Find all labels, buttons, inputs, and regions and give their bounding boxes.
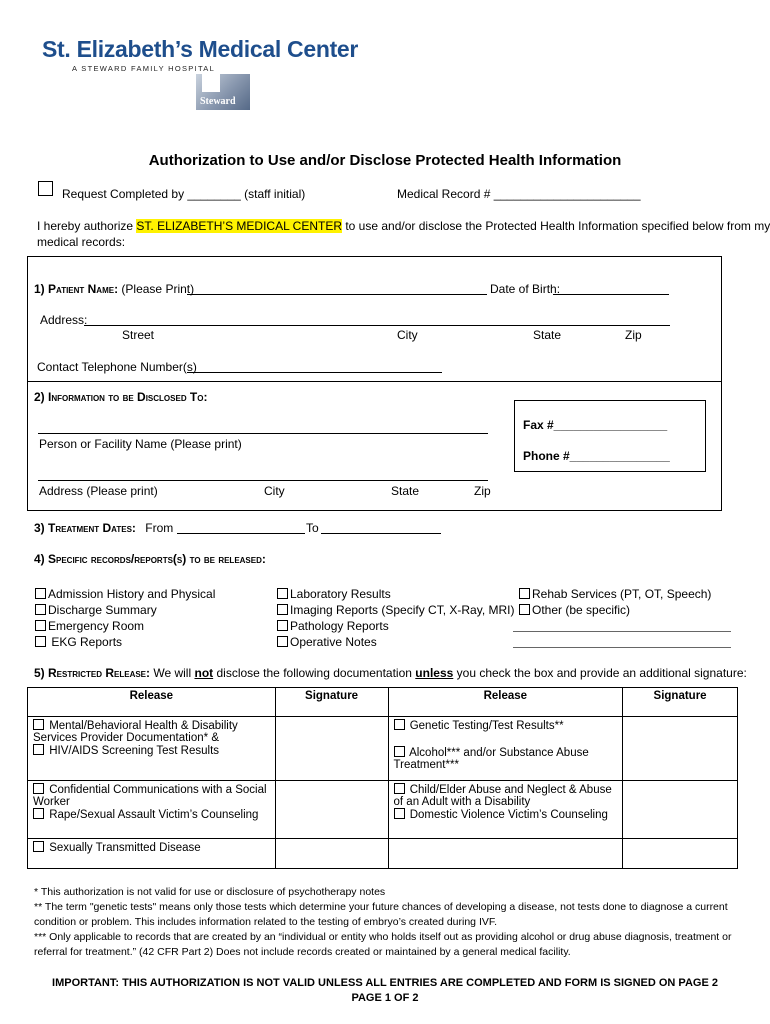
section-divider — [27, 381, 721, 382]
record-option[interactable]: Pathology Reports — [277, 618, 515, 634]
table-row — [28, 839, 738, 869]
release-option[interactable]: Mental/Behavioral Health & Disability Services Provider Documentation* & — [33, 720, 238, 744]
phone-field[interactable] — [187, 372, 442, 373]
other-specify-field-2[interactable] — [513, 647, 731, 648]
release-option[interactable]: Alcohol*** and/or Substance Abuse Treatment*** — [393, 747, 589, 771]
section1-label: 1) Patient Name: — [34, 282, 119, 296]
checkbox-icon[interactable] — [35, 636, 46, 647]
request-completed-checkbox[interactable] — [38, 181, 53, 196]
patient-name-field[interactable] — [187, 294, 487, 295]
dob-field[interactable] — [553, 294, 669, 295]
patient-address-field[interactable] — [84, 325, 670, 326]
recipient-address-field[interactable] — [38, 480, 488, 481]
record-option[interactable]: Other (be specific) — [519, 602, 711, 618]
not-emphasis: not — [194, 666, 214, 680]
signature-header: Signature — [275, 688, 388, 717]
release-header: Release — [28, 688, 276, 717]
recipient-state-label: State — [391, 484, 420, 498]
table-row — [28, 717, 738, 781]
signature-cell[interactable] — [275, 781, 388, 839]
signature-cell[interactable] — [623, 839, 738, 869]
checkbox-icon[interactable] — [394, 783, 405, 794]
section4-label: 4) Specific records/reports(s) to be released: — [34, 552, 266, 566]
record-option[interactable]: EKG Reports — [35, 634, 215, 650]
state-label: State — [533, 328, 562, 342]
footnote-1: * This authorization is not valid for use or disclosure of psychotherapy notes — [34, 886, 386, 898]
release-option[interactable]: Rape/Sexual Assault Victim’s Counseling — [33, 808, 270, 821]
zip-label: Zip — [625, 328, 642, 342]
table-header-row — [28, 688, 738, 717]
signature-header: Signature — [623, 688, 738, 717]
other-specify-field-1[interactable] — [513, 631, 731, 632]
address-label: Address: — [40, 313, 88, 327]
checkbox-icon[interactable] — [394, 808, 405, 819]
release-option[interactable]: Child/Elder Abuse and Neglect & Abuse of an Adult with a Disability — [393, 784, 612, 808]
record-option[interactable]: Operative Notes — [277, 634, 515, 650]
record-option[interactable]: Rehab Services (PT, OT, Speech) — [519, 586, 711, 602]
hospital-logo-subtitle: A STEWARD FAMILY HOSPITAL — [72, 64, 216, 73]
release-option[interactable]: Sexually Transmitted Disease — [33, 841, 270, 854]
page-number: PAGE 1 OF 2 — [351, 992, 419, 1004]
fax-field[interactable]: Fax #_________________ — [523, 418, 668, 432]
checkbox-icon[interactable] — [519, 604, 530, 615]
records-col-2 — [277, 586, 515, 650]
authorize-prefix: I hereby authorize — [37, 219, 134, 233]
from-label: From — [145, 521, 174, 535]
authorize-line — [37, 219, 770, 233]
release-option[interactable]: Confidential Communications with a Social Worker — [33, 784, 267, 808]
authorized-entity: ST. ELIZABETH’S MEDICAL CENTER — [136, 219, 342, 233]
important-notice: IMPORTANT: THIS AUTHORIZATION IS NOT VALID UNLESS ALL ENTRIES ARE COMPLETED AND FORM IS SIGNED ON PAGE 2 — [52, 977, 718, 989]
recipient-phone-field[interactable]: Phone #_______________ — [523, 449, 670, 463]
from-date-field[interactable] — [177, 533, 305, 534]
street-label: Street — [122, 328, 155, 342]
section5-line: 5) Restricted Release: We will not disclose the following documentation unless you check the box and provide an additional signature: — [34, 666, 747, 680]
release-header: Release — [388, 688, 623, 717]
form-title: Authorization to Use and/or Disclose Protected Health Information — [148, 152, 622, 169]
steward-logo-word: Steward — [200, 96, 236, 107]
checkbox-icon[interactable] — [33, 808, 44, 819]
checkbox-icon[interactable] — [277, 588, 288, 599]
record-option[interactable]: Discharge Summary — [35, 602, 215, 618]
footnote-2a: ** The term "genetic tests" means only those tests which determine your future chances of developing a disease, not tests done to diagnose a current — [34, 901, 728, 913]
steward-logo-icon — [196, 74, 250, 110]
release-option[interactable]: Genetic Testing/Test Results** — [394, 719, 618, 732]
phone-label: Contact Telephone Number(s) — [37, 360, 197, 374]
signature-cell[interactable] — [275, 839, 388, 869]
signature-cell[interactable] — [623, 717, 738, 781]
checkbox-icon[interactable] — [394, 746, 405, 757]
unless-emphasis: unless — [415, 666, 454, 680]
release-option[interactable]: Domestic Violence Victim’s Counseling — [394, 808, 618, 821]
records-col-1 — [35, 586, 215, 650]
checkbox-icon[interactable] — [394, 719, 405, 730]
section1-please-print: (Please Print) — [121, 282, 195, 296]
records-col-3 — [519, 586, 711, 618]
checkbox-icon[interactable] — [33, 719, 44, 730]
checkbox-icon[interactable] — [33, 841, 44, 852]
record-option[interactable]: Laboratory Results — [277, 586, 515, 602]
footnote-2b: condition or problem. This includes information related to the testing of embryo’s created during IVF. — [34, 916, 498, 928]
request-completed-label: Request Completed by ________ (staff initial) — [62, 187, 306, 201]
section3-label: 3) Treatment Dates: — [34, 521, 136, 535]
footnote-3a: *** Only applicable to records that are created by an “individual or entity who holds itself out as providing alcohol or drug abuse diagnosis, treatment or — [34, 931, 732, 943]
dob-label: Date of Birth: — [490, 282, 561, 296]
checkbox-icon[interactable] — [33, 783, 44, 794]
table-row — [28, 781, 738, 839]
restricted-release-table — [27, 687, 738, 869]
footnote-3b: referral for treatment.” (42 CFR Part 2) Does not include records created or maintained by a general medical facility. — [34, 946, 571, 958]
checkbox-icon[interactable] — [33, 744, 44, 755]
recipient-city-label: City — [264, 484, 285, 498]
authorize-suffix: to use and/or disclose the Protected Health Information specified below from my — [345, 219, 770, 233]
signature-cell[interactable] — [275, 717, 388, 781]
release-option[interactable]: HIV/AIDS Screening Test Results — [33, 744, 270, 757]
record-option[interactable]: Admission History and Physical — [35, 586, 215, 602]
record-option[interactable]: Emergency Room — [35, 618, 215, 634]
section2-label: 2) Information to be Disclosed To: — [34, 390, 208, 404]
person-facility-field[interactable] — [38, 433, 488, 434]
checkbox-icon[interactable] — [35, 620, 46, 631]
checkbox-icon[interactable] — [519, 588, 530, 599]
checkbox-icon[interactable] — [35, 588, 46, 599]
checkbox-icon[interactable] — [277, 636, 288, 647]
checkbox-icon[interactable] — [277, 620, 288, 631]
recipient-zip-label: Zip — [474, 484, 491, 498]
signature-cell[interactable] — [623, 781, 738, 839]
record-option[interactable]: Imaging Reports (Specify CT, X-Ray, MRI) — [277, 602, 515, 618]
recipient-address-label: Address (Please print) — [39, 484, 158, 498]
checkbox-icon[interactable] — [35, 604, 46, 615]
to-label: To — [306, 521, 319, 535]
to-date-field[interactable] — [321, 533, 441, 534]
hospital-logo-title: St. Elizabeth’s Medical Center — [42, 36, 359, 62]
person-facility-label: Person or Facility Name (Please print) — [39, 437, 242, 451]
medical-record-label: Medical Record # ______________________ — [397, 187, 641, 201]
authorize-line-2: medical records: — [37, 235, 126, 249]
checkbox-icon[interactable] — [277, 604, 288, 615]
city-label: City — [397, 328, 418, 342]
section5-label: 5) Restricted Release: — [34, 666, 151, 680]
empty-cell — [388, 839, 623, 869]
